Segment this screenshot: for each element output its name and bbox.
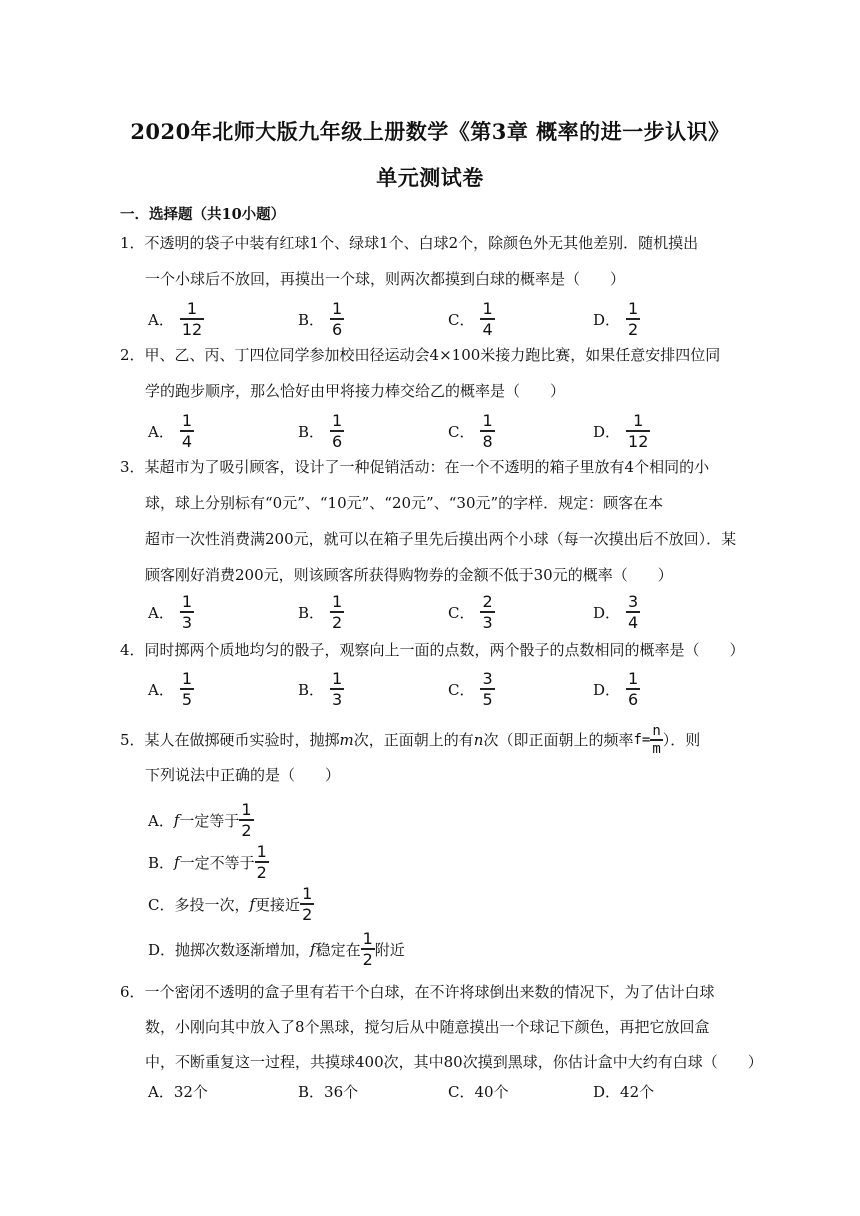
fraction: $\frac{1}{5}$ (181, 669, 193, 709)
fraction: $\frac{3}{4}$ (628, 592, 639, 632)
option-b[interactable]: B． $\frac{1}{6}$ (298, 299, 343, 339)
option-a[interactable]: A． $\frac{1}{3}$ (148, 592, 193, 632)
fraction: $\frac{1}{3}$ (181, 592, 193, 632)
option-d[interactable]: D． $\frac{3}{4}$ (593, 592, 639, 632)
question-5-line-2: 下列说法中正确的是（ ） (145, 766, 341, 784)
question-6-line-2: 数，小刚向其中放入了8个黑球，搅匀后从中随意摸出一个球记下颜色，再把它放回盒 (145, 1018, 710, 1036)
question-3-line-1: 3．某超市为了吸引顾客，设计了一种促销活动：在一个不透明的箱子里放有4个相同的小 (120, 458, 710, 476)
fraction: $\frac{1}{2}$ (332, 592, 343, 632)
question-4-line-1: 4．同时掷两个质地均匀的骰子，观察向上一面的点数，两个骰子的点数相同的概率是（ ） (120, 641, 745, 659)
fraction: $\frac{1}{12}$ (181, 299, 203, 339)
option-b[interactable]: B． f 一定不等于 $\frac{1}{2}$ (148, 842, 267, 882)
option-b[interactable]: B．36个 (298, 1082, 359, 1101)
fraction: $\frac{1}{12}$ (628, 411, 649, 451)
question-4-options (148, 669, 748, 709)
question-3-line-4: 顾客刚好消费200元，则该顾客所获得购物券的金额不低于30元的概率（ ） (145, 566, 673, 584)
fraction: $\frac{1}{8}$ (482, 411, 493, 451)
question-6-line-1: 6．一个密闭不透明的盒子里有若干个白球，在不许将球倒出来数的情况下，为了估计白球 (120, 983, 715, 1001)
option-b[interactable]: B． $\frac{1}{2}$ (298, 592, 343, 632)
fraction: $\frac{1}{6}$ (332, 411, 343, 451)
option-a[interactable]: A． f 一定等于 $\frac{1}{2}$ (148, 800, 252, 840)
option-a[interactable]: A．32个 (148, 1082, 208, 1101)
option-d[interactable]: D．抛掷次数逐渐增加， f 稳定在 $\frac{1}{2}$ 附近 (148, 929, 405, 969)
fraction: $\frac{1}{6}$ (628, 669, 639, 709)
option-b[interactable]: B． $\frac{1}{3}$ (298, 669, 343, 709)
frequency-formula: f= $\frac{n}{m}$ (633, 723, 661, 757)
fraction: $\frac{2}{3}$ (482, 592, 493, 632)
option-a[interactable]: A． $\frac{1}{4}$ (148, 411, 193, 451)
option-c[interactable]: C． $\frac{3}{5}$ (448, 669, 493, 709)
question-3-options (148, 592, 748, 632)
question-3-line-3: 超市一次性消费满200元，就可以在箱子里先后摸出两个小球（每一次摸出后不放回）．某 (145, 530, 737, 548)
option-c[interactable]: C． $\frac{1}{8}$ (448, 411, 493, 451)
fraction: $\frac{3}{5}$ (482, 669, 493, 709)
option-d[interactable]: D． $\frac{1}{6}$ (593, 669, 639, 709)
question-5-line-1: 5．某人在做掷硬币实验时，抛掷 m 次，正面朝上的有 n 次（即正面朝上的频率 f= $\frac{n}{m}$ ）．则 (120, 723, 701, 757)
option-d[interactable]: D．42个 (593, 1082, 655, 1101)
question-1-options (148, 299, 748, 339)
option-a[interactable]: A． $\frac{1}{12}$ (148, 299, 203, 339)
option-a[interactable]: A． $\frac{1}{5}$ (148, 669, 193, 709)
fraction: $\frac{1}{2}$ (256, 842, 267, 882)
fraction: $\frac{1}{2}$ (241, 800, 252, 840)
question-2-line-1: 2．甲、乙、丙、丁四位同学参加校田径运动会4×100米接力跑比赛，如果任意安排四位同 (120, 346, 721, 364)
question-2-line-2: 学的跑步顺序，那么恰好由甲将接力棒交给乙的概率是（ ） (145, 382, 566, 400)
question-3-line-2: 球，球上分别标有“0元”、“10元”、“20元”、“30元”的字样．规定：顾客在本 (145, 494, 664, 512)
question-1-line-2: 一个小球后不放回，再摸出一个球，则两次都摸到白球的概率是（ ） (145, 270, 626, 288)
option-d[interactable]: D． $\frac{1}{12}$ (593, 411, 649, 451)
section-heading: 一．选择题（共10小题） (120, 206, 286, 223)
fraction: $\frac{1}{2}$ (302, 884, 313, 924)
option-c[interactable]: C．40个 (448, 1082, 509, 1101)
fraction: $\frac{1}{4}$ (482, 299, 493, 339)
fraction: $\frac{1}{4}$ (181, 411, 193, 451)
fraction: $\frac{1}{6}$ (332, 299, 343, 339)
question-6-line-3: 中，不断重复这一过程，共摸球400次，其中80次摸到黑球，你估计盒中大约有白球（ ） (145, 1053, 763, 1071)
exam-title: 2020年北师大版九年级上册数学《第3章 概率的进一步认识》 (130, 119, 730, 144)
question-1-line-1: 1．不透明的袋子中装有红球1个、绿球1个、白球2个，除颜色外无其他差别．随机摸出 (120, 234, 699, 252)
exam-subtitle: 单元测试卷 (376, 165, 484, 190)
option-c[interactable]: C． $\frac{2}{3}$ (448, 592, 493, 632)
question-2-options (148, 411, 748, 451)
fraction: $\frac{1}{3}$ (332, 669, 343, 709)
fraction: $\frac{1}{2}$ (362, 929, 373, 969)
option-c[interactable]: C．多投一次， f 更接近 $\frac{1}{2}$ (148, 884, 313, 924)
question-6-options (148, 1078, 748, 1104)
fraction: $\frac{1}{2}$ (628, 299, 639, 339)
option-d[interactable]: D． $\frac{1}{2}$ (593, 299, 639, 339)
option-b[interactable]: B． $\frac{1}{6}$ (298, 411, 343, 451)
option-c[interactable]: C． $\frac{1}{4}$ (448, 299, 493, 339)
